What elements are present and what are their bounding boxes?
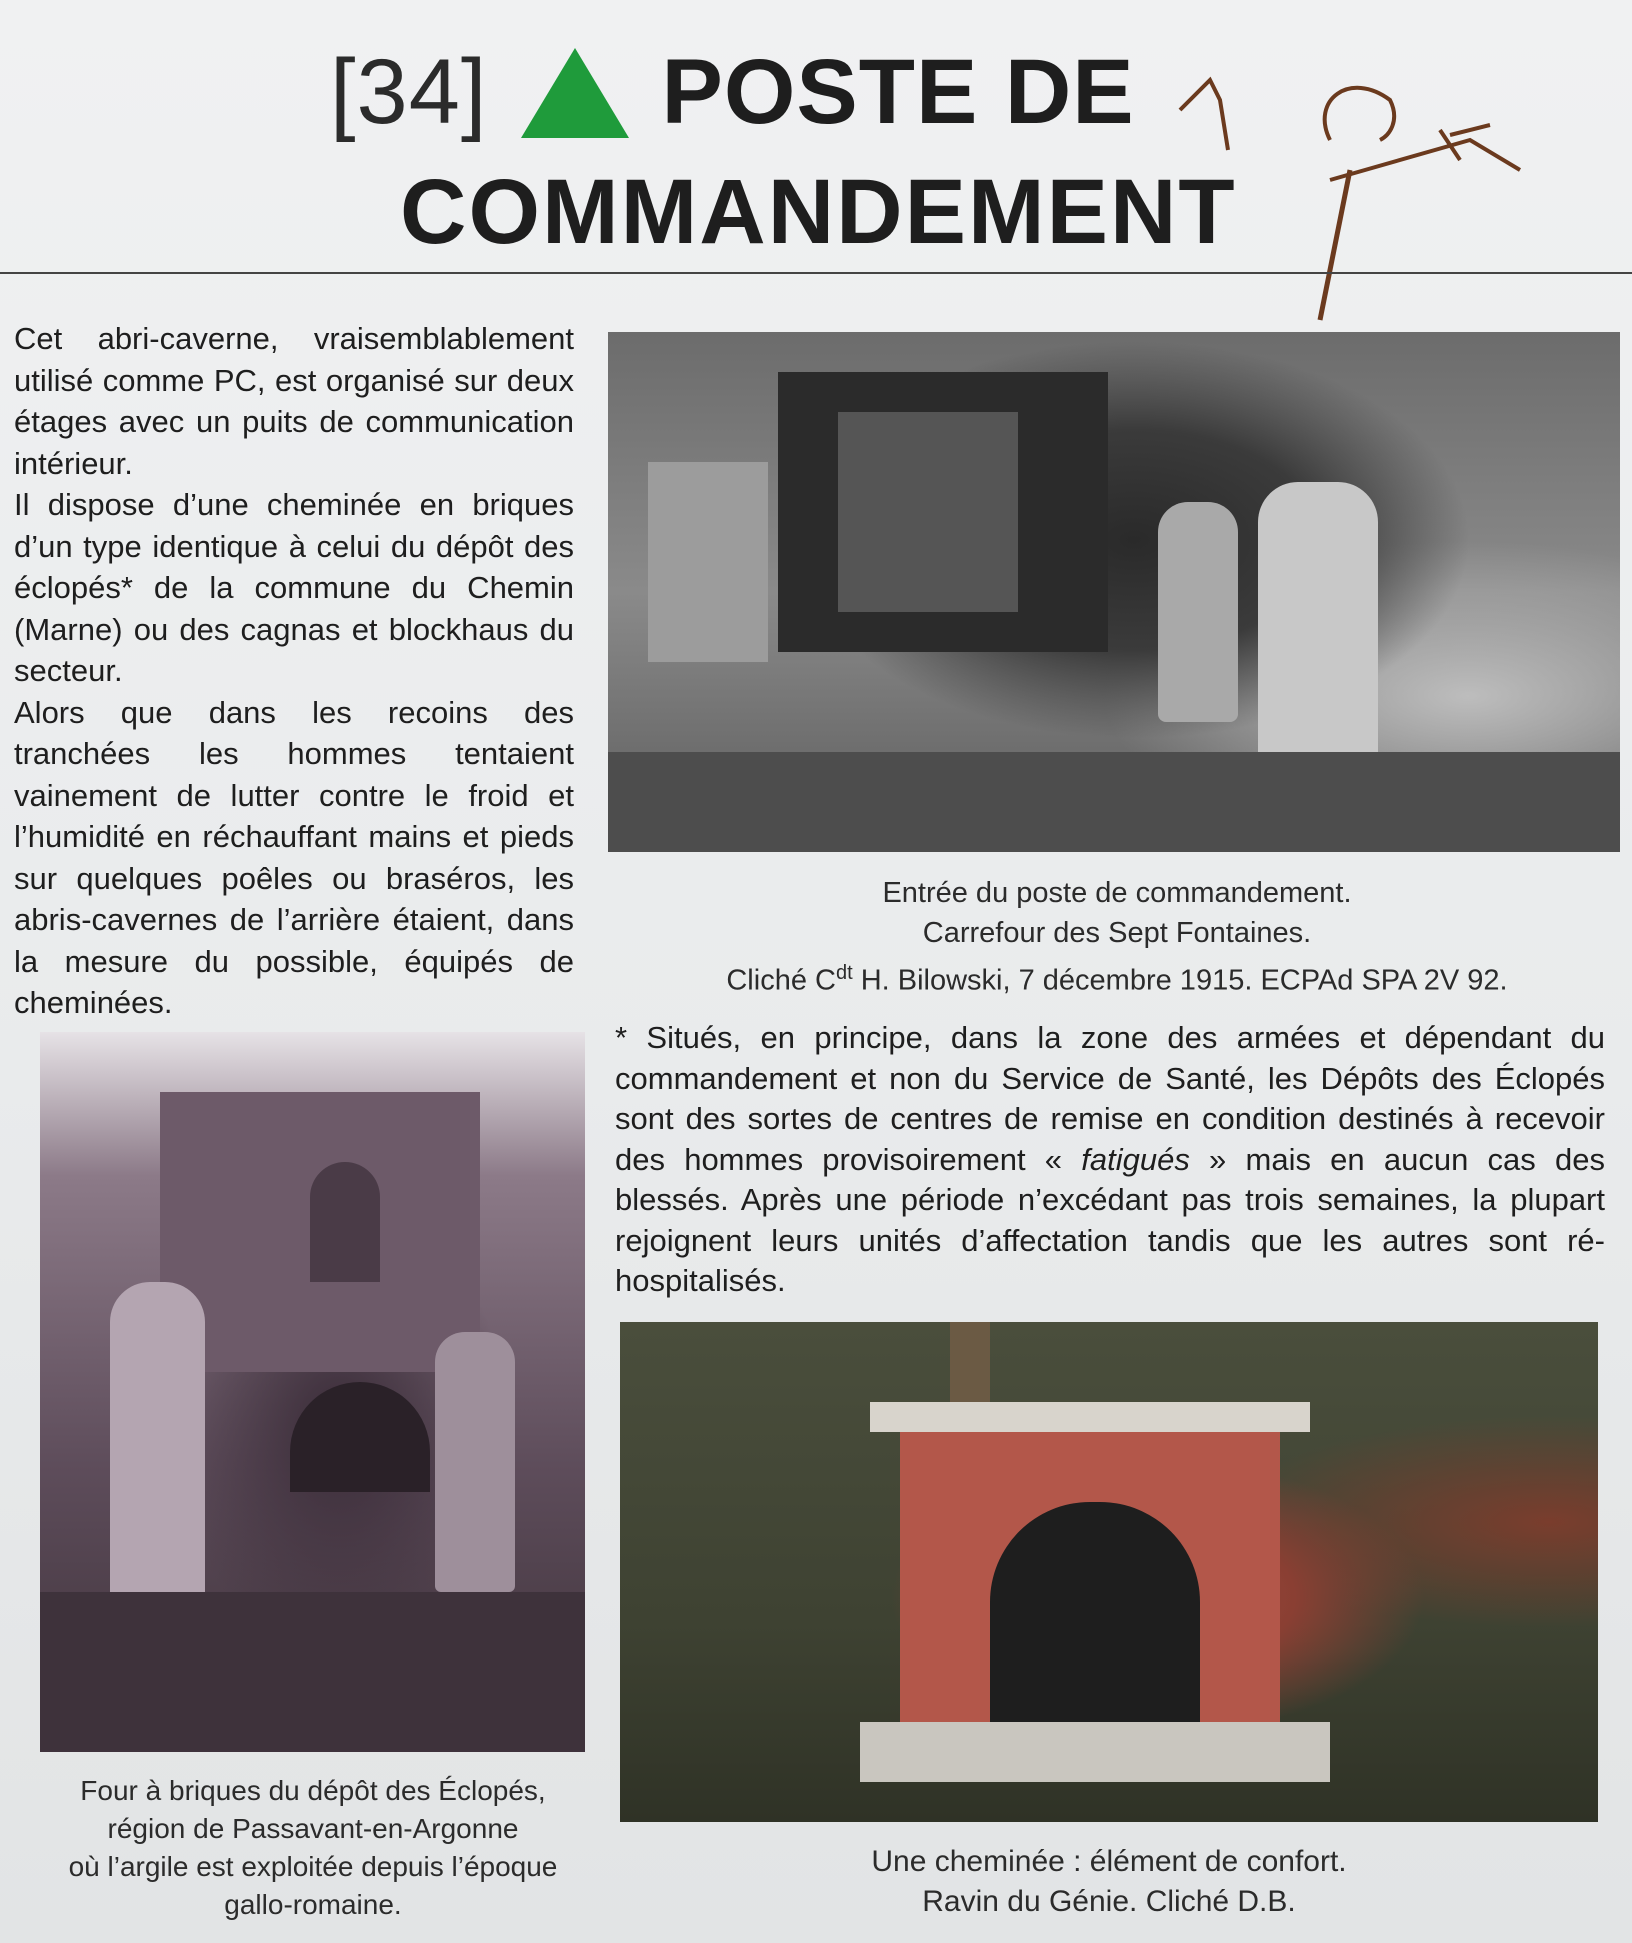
footnote-italic: fatigués [1081, 1141, 1190, 1177]
title-line-2: COMMANDEMENT [400, 161, 1237, 263]
footnote-text-2: » mais en aucun cas des blessés. Après une période n’excédant pas trois semaines, la plupart rejoignent leurs unités d’affectation tandis que les autres sont ré-hospitalisés. [615, 1141, 1605, 1298]
paragraph-1: Cet abri-caverne, vraisemblablement utilisé comme PC, est organisé sur deux étages avec un puits de communication intérieur. [14, 321, 574, 481]
caption-entrance-line-1: Entrée du poste de commandement. [882, 877, 1352, 909]
title-line-1 [330, 40, 1135, 145]
photo-command-post-entrance [608, 332, 1620, 852]
paragraph-2: Il dispose d’une cheminée en briques d’un type identique à celui du dépôt des éclopés* de la commune du Chemin (Marne) ou des cagnas et blockhaus du secteur. [14, 487, 574, 688]
graffiti-scratches [1150, 40, 1550, 340]
caption-kiln [38, 1772, 588, 1924]
photo-fireplace [620, 1322, 1598, 1822]
title-text-1: POSTE DE [661, 41, 1135, 143]
caption-fireplace [620, 1842, 1598, 1922]
caption-entrance-line-3: Cliché $C^{dt}$ H. Bilowski, 7 décembre 1915. ECPAd SPA 2V 92. [726, 962, 1508, 997]
caption-entrance [612, 873, 1622, 1001]
body-text [14, 318, 574, 1024]
photo-brick-kiln [40, 1032, 585, 1752]
caption-entrance-line-2: Carrefour des Sept Fontaines. [922, 917, 1312, 949]
caption-kiln-line-4: gallo-romaine. [224, 1889, 402, 1920]
caption-kiln-line-1: Four à briques du dépôt des Éclopés, [80, 1775, 546, 1806]
site-number: [34] [330, 41, 488, 143]
caption-kiln-line-3: où l’argile est exploitée depuis l’époque [68, 1851, 558, 1882]
caption-fireplace-line-2: Ravin du Génie. Cliché D.B. [922, 1885, 1296, 1918]
triangle-icon [521, 48, 629, 138]
header [0, 20, 1632, 265]
paragraph-3: Alors que dans les recoins des tranchées les hommes tentaient vainement de lutter contre le froid et l’humidité en réchauffant mains et pieds sur quelques poêles ou braséros, les abris-cavernes de l’arrière étaient, dans la mesure du possible, équipés de cheminées. [14, 694, 574, 1020]
caption-fireplace-line-1: Une cheminée : élément de confort. [871, 1845, 1347, 1878]
footnote [615, 1018, 1605, 1302]
footnote-text-1: * Situés, en principe, dans la zone des armées et dépendant du commandement et non du Service de Santé, les Dépôts des Éclopés sont des sortes de centres de remise en condition destinés à recevoir des hommes provisoirement « [615, 1020, 1605, 1177]
header-divider [0, 272, 1632, 274]
caption-kiln-line-2: région de Passavant-en-Argonne [107, 1813, 519, 1844]
